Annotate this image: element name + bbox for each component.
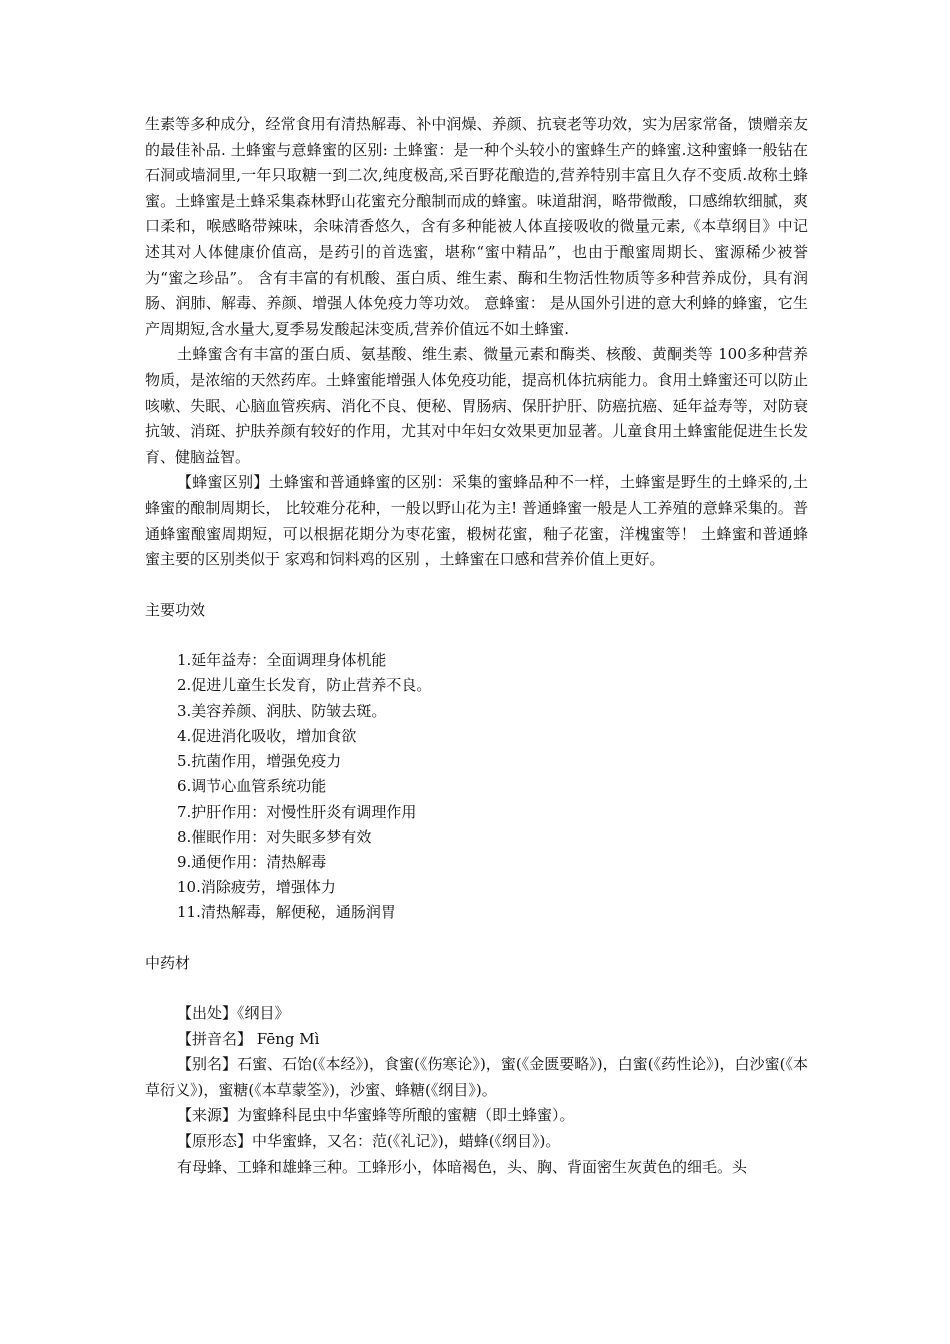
list-item: 11.清热解毒，解便秘，通肠润胃 [177,903,396,922]
paragraph-honey-difference: 【蜂蜜区别】土蜂蜜和普通蜂蜜的区别：采集的蜜蜂品种不一样，土蜂蜜是野生的土蜂采的,土蜂蜜的酿制周期长， 比较难分花种，一般以野山花为主! 普通蜂蜜一般是人工养殖的意蜂采集的。普通蜂蜜酿蜜周期短，可以根据花期分为枣花蜜，椴树花蜜，釉子花蜜，洋槐蜜等！ 土蜂蜜和普通蜂蜜主要的区别类似于 家鸡和饲料鸡的区别 ，土蜂蜜在口感和营养价值上更好。 [145,473,808,569]
paragraph-intro: 生素等多种成分，经常食用有清热解毒、补中润燥、养颜、抗衰老等功效，实为居家常备，馈赠亲友的最佳补品. 土蜂蜜与意蜂蜜的区别: 土蜂蜜：是一种个头较小的蜜蜂生产的蜂蜜.这种蜜蜂一般钻在石洞或墙洞里,一年只取糖一到二次,纯度极高,采百野花酿造的,营养特别丰富且久存不变质.故称土蜂蜜。土蜂蜜是土蜂采集森林野山花蜜充分酿制而成的蜂蜜。味道甜润，略带微酸，口感绵软细腻，爽口柔和，喉感略带辣味，余味清香悠久，含有多种能被人体直接吸收的微量元素,《本草纲目》中记述其对人体健康价值高，是药引的首选蜜，堪称“蜜中精品”，也由于酿蜜周期长、蜜源稀少被誉为“蜜之珍品”。 含有丰富的有机酸、蛋白质、维生素、酶和生物活性物质等多种营养成份，具有润肠、润肺、解毒、养颜、增强人体免疫力等功效。 意蜂蜜： 是从国外引进的意大利蜂的蜂蜜，它生产周期短,含水量大,夏季易发酸起沫变质,营养价值远不如土蜂蜜. [145,115,808,338]
list-item: 9.通便作用：清热解毒 [177,852,327,871]
list-item: 3.美容养颜、润肤、防皱去斑。 [177,701,387,720]
herb-description: 有母蜂、工蜂和雄蜂三种。工蜂形小，体暗褐色，头、胸、背面密生灰黄色的细毛。头 [177,1157,748,1176]
document-page [145,112,808,1180]
list-item: 1.延年益寿：全面调理身体机能 [177,651,387,670]
herb-source: 【出处】《纲目》 [177,1004,290,1023]
herb-origin: 【来源】为蜜蜂科昆虫中华蜜蜂等所酿的蜜糖（即土蜂蜜）。 [177,1106,575,1125]
heading-main-effects: 主要功效 [145,600,206,619]
list-item: 2.促进儿童生长发育，防止营养不良。 [177,676,432,695]
list-item: 4.促进消化吸收，增加食欲 [177,726,357,745]
herb-pinyin: 【拼音名】 Fēng Mì [177,1029,320,1048]
effects-list [145,648,808,925]
list-item: 5.抗菌作用，增强免疫力 [177,752,342,771]
heading-herb-material: 中药材 [145,953,191,972]
paragraph-nutrition: 土蜂蜜含有丰富的蛋白质、氨基酸、维生素、微量元素和酶类、核酸、黄酮类等 100多种营养物质，是浓缩的天然药库。土蜂蜜能增强人体免疫功能，提高机体抗病能力。食用土蜂蜜还可以防止咳嗽、失眠、心脑血管疾病、消化不良、便秘、胃肠病、保肝护肝、防癌抗癌、延年益寿等，对防衰抗皱、消斑、护肤养颜有较好的作用，尤其对中年妇女效果更加显著。儿童食用土蜂蜜能促进生长发育、健脑益智。 [145,345,808,466]
herb-aliases: 【别名】石蜜、石饴(《本经》)，食蜜(《伤寒论》)，蜜(《金匮要略》)，白蜜(《药性论》)，白沙蜜(《本草衍义》)，蜜糖(《本草蒙筌》)，沙蜜、蜂糖(《纲目》)。 [145,1055,808,1099]
herb-morphology: 【原形态】中华蜜蜂，又名：范(《礼记》)，蜡蜂(《纲目》)。 [177,1132,561,1151]
list-item: 7.护肝作用：对慢性肝炎有调理作用 [177,802,417,821]
list-item: 8.催眠作用：对失眠多梦有效 [177,827,372,846]
list-item: 10.消除疲劳，增强体力 [177,878,336,897]
list-item: 6.调节心血管系统功能 [177,777,327,796]
